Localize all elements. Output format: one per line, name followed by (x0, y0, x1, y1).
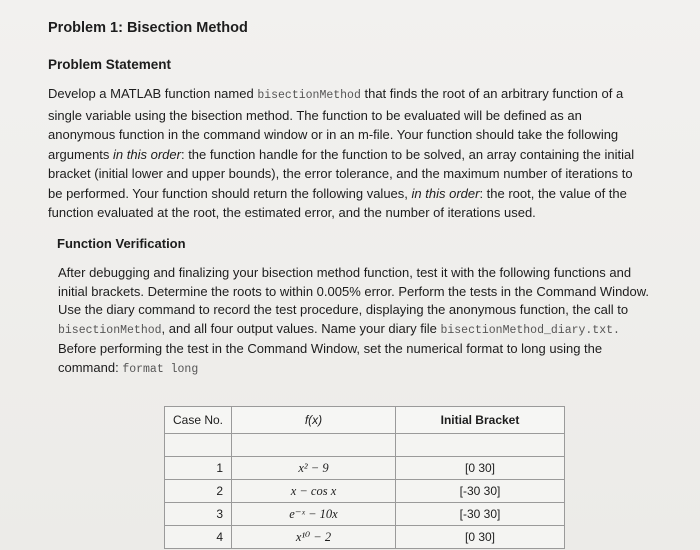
document-title: Problem 1: Bisection Method (48, 20, 248, 36)
function-verification-paragraph (58, 264, 658, 379)
paragraph-line: bracket (initial lower and upper bounds), the error tolerance, and the maximum number of iterations to (48, 166, 633, 181)
paragraph-line: bisectionMethod, and all four output values. Name your diary file bisectionMethod_diary.txt. (58, 320, 620, 337)
paragraph-line: Develop a MATLAB function named bisectionMethod that finds the root of an arbitrary function of a (48, 86, 624, 102)
case-number: 2 (165, 480, 232, 503)
function-expression: x − cos x (232, 480, 396, 503)
header-case-no: Case No. (165, 407, 232, 434)
table-row (165, 457, 565, 480)
function-expression: x¹⁰ − 2 (232, 526, 396, 549)
function-expression: e⁻ˣ − 10x (232, 503, 396, 526)
table-spacer (165, 434, 565, 457)
table-row (165, 480, 565, 503)
header-initial-bracket: Initial Bracket (396, 407, 565, 434)
initial-bracket: [0 30] (396, 457, 565, 480)
function-name-code: bisectionMethod (257, 89, 361, 102)
table-row (165, 503, 565, 526)
case-number: 4 (165, 526, 232, 549)
initial-bracket: [0 30] (396, 526, 565, 549)
paragraph-line: command: format long (58, 359, 199, 376)
paragraph-line: single variable using the bisection method. The function to be evaluated will be defined as an (48, 107, 582, 123)
paragraph-line: anonymous function in the command window or in an m-file. Your function should take the following (48, 127, 619, 142)
problem-statement-paragraph (48, 84, 658, 223)
paragraph-line: function evaluated at the root, the estimated error, and the number of iterations used. (48, 205, 536, 220)
table-header-row (165, 407, 565, 434)
test-cases-table (164, 406, 565, 549)
function-verification-heading: Function Verification (57, 236, 186, 251)
paragraph-line: initial brackets. Determine the roots to within 0.005% error. Perform the tests in the Command Window. (58, 283, 650, 299)
table-row (165, 526, 565, 549)
format-command-code: format long (122, 362, 199, 376)
case-number: 3 (165, 503, 232, 526)
paragraph-line: After debugging and finalizing your bisection method function, test it with the following functions and (58, 265, 632, 280)
diary-filename-code: bisectionMethod_diary.txt. (440, 323, 620, 337)
paragraph-line: Before performing the test in the Command Window, set the numerical format to long using the (58, 341, 603, 356)
paragraph-line: arguments in this order: the function handle for the function to be solved, an array containing the initial (48, 146, 635, 162)
function-expression: x² − 9 (232, 457, 396, 480)
paragraph-line: be performed. Your function should return the following values, in this order: the root, the value of the (48, 185, 627, 201)
case-number: 1 (165, 457, 232, 480)
function-name-code: bisectionMethod (58, 323, 162, 337)
header-fx: f(x) (232, 407, 396, 434)
initial-bracket: [-30 30] (396, 503, 565, 526)
paragraph-line: Use the diary command to record the test procedure, displaying the anonymous function, the call to (58, 302, 629, 317)
problem-statement-heading: Problem Statement (48, 57, 172, 72)
initial-bracket: [-30 30] (396, 480, 565, 503)
